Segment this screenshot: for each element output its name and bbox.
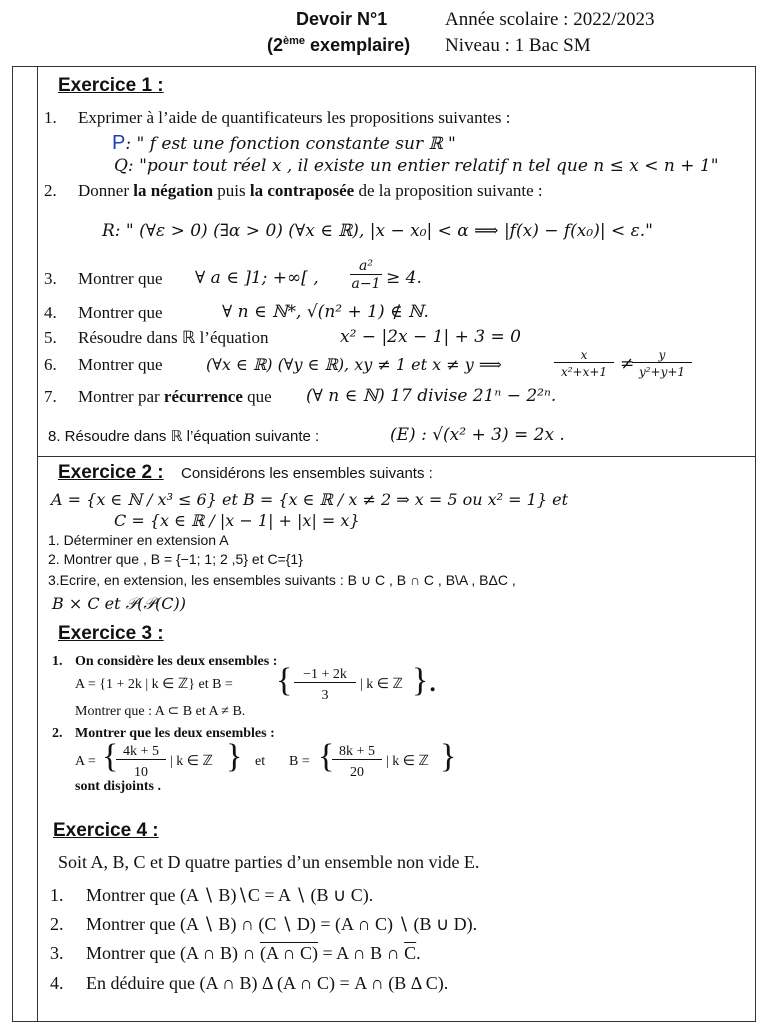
ex4-q4: En déduire que (A ∩ B) Δ (A ∩ C) = A ∩ (B Δ C). [86,973,449,993]
ex1-q2-num: 2. [44,181,57,200]
ex3-q1-show: Montrer que : A ⊂ B et A ≠ B. [75,704,246,719]
ex1-q3-num: 3. [44,269,57,288]
ex1-q8-text: 8. Résoudre dans ℝ l’équation suivante : [48,428,320,445]
ex3-q1-text: On considère les deux ensembles : [75,654,278,669]
ex3-q2-text: Montrer que les deux ensembles : [75,726,275,741]
q6-f1-den: x²+x+1 [560,365,608,379]
ex3-q2-f1-num: 4k + 5 [116,744,166,760]
ex3-q2-end: sont disjoints . [75,779,161,794]
ex1-q6-math: (∀x ∈ ℝ) (∀y ∈ ℝ), xy ≠ 1 et x ≠ y ⟹ [206,355,502,374]
ex3-q2-tail1: | k ∈ ℤ [170,754,213,769]
ex3-q1-lbrace: { [276,662,293,699]
ex1-q7-text [78,387,272,407]
ex1-p-line [112,132,456,155]
ex2-q3: 3.Ecrire, en extension, les ensembles suivants : B ∪ C , B ∩ C , B\A , BΔC , [48,572,516,588]
ex3-q2-et: et [255,754,266,769]
q6-neq: ≠ [620,354,635,374]
ex4-title: Exercice 4 : [53,820,159,841]
q6-f2-num: y [632,349,692,363]
ex2-sets-ab: A = {x ∈ ℕ / x³ ≤ 6} et B = {x ∈ ℝ / x ≠ 2 ⇒ x = 5 ou x² = 1} et [51,490,569,509]
ex2-q3b: B × C et 𝒫(𝒫(C)) [52,594,186,613]
ex1-q4-text: Montrer que [78,303,163,322]
ex1-q2-text [78,181,543,201]
ex3-q2-b: B = [289,754,310,769]
q7-a: Montrer par [78,387,164,406]
q7-c: que [242,387,272,406]
ex2-q1: 1. Déterminer en extension A [48,532,229,548]
q2-d: la contraposée [249,181,355,200]
document-title: Devoir N°1 [296,9,388,29]
copy-close: exemplaire) [305,35,411,55]
q7-b: récurrence [163,387,243,406]
ex2-q2: 2. Montrer que , B = {−1; 1; 2 ,5} et C={1} [48,551,303,567]
q6-f2-den: y²+y+1 [638,365,686,379]
ex4-q3-num: 3. [50,943,64,963]
q2-c: puis [213,181,250,200]
ex1-q4-num: 4. [44,303,57,322]
q2-b: la négation [133,181,214,200]
ex4-q1-num: 1. [50,885,64,905]
ex1-q6-text: Montrer que [78,355,163,374]
q3-frac-num: a² [350,259,382,275]
ex3-q1-frac-num: −1 + 2k [294,667,356,683]
ex1-r-line: R: " (∀ε > 0) (∃α > 0) (∀x ∈ ℝ), |x − x₀| < α ⟹ |f(x) − f(x₀)| < ε." [102,221,653,241]
divider-ex1-ex2 [37,456,756,457]
q3-end: ≥ 4. [386,268,422,288]
ex4-q1: Montrer que (A ∖ B)∖C = A ∖ (B ∪ C). [86,885,374,905]
ex1-q6-num: 6. [44,355,57,374]
ex3-title: Exercice 3 : [58,623,164,644]
ex4-q2: Montrer que (A ∖ B) ∩ (C ∖ D) = (A ∩ C) ∖ (B ∪ D). [86,914,478,934]
ex1-q3-math: ∀ a ∈ ]1; +∞[ , [195,268,319,288]
ex1-q1-num: 1. [44,108,57,127]
ex2-title: Exercice 2 : [58,462,164,483]
q3-c: . [416,943,421,963]
ex3-q1-frac-den: 3 [321,688,329,703]
ex1-q3-text: Montrer que [78,269,163,288]
level: Niveau : 1 Bac SM [445,35,591,56]
margin-line [37,66,38,1022]
ex3-q1-num: 1. [52,654,63,669]
ex1-q5-math: x² − |2x − 1| + 3 = 0 [340,327,521,347]
q2-a: Donner [78,181,134,200]
ex4-q2-num: 2. [50,914,64,934]
ex1-q8-math: (E) : √(x² + 3) = 2x . [390,425,565,445]
p-label: P [112,132,126,154]
ex3-q2-a: A = [75,754,96,769]
ex4-q4-num: 4. [50,973,64,993]
q3-frac-den: a−1 [351,276,381,292]
p-text: : " f est une fonction constante sur ℝ " [125,134,456,154]
q6-f1-num: x [554,349,614,363]
q2-e: de la proposition suivante : [354,181,543,200]
q3-cbar: $\overline{C}$ [404,943,417,963]
ex1-title: Exercice 1 : [58,75,164,96]
ex1-q1-text: Exprimer à l’aide de quantificateurs les propositions suivantes : [78,108,511,127]
ex4-intro: Soit A, B, C et D quatre parties d’un ensemble non vide E. [58,852,480,872]
ex3-q1-tail: | k ∈ ℤ [360,677,403,692]
ex1-q-line: Q: "pour tout réel x , il existe un entier relatif n tel que n ≤ x < n + 1" [114,156,719,176]
ex3-q2-rbrace2: } [440,738,457,775]
ex3-q1-a: A = {1 + 2k | k ∈ ℤ} et B = [75,677,233,692]
ex3-q2-f2-num: 8k + 5 [332,744,382,760]
ex2-intro: Considérons les ensembles suivants : [181,465,433,482]
ex1-q5-text: Résoudre dans ℝ l’équation [78,328,269,347]
ex3-q2-tail2: | k ∈ ℤ [386,754,429,769]
ex3-q2-num: 2. [52,726,63,741]
copy-label [267,36,410,54]
ex3-q2-rbrace1: } [226,738,243,775]
ex3-q1-rbrace: }. [412,662,437,699]
q3-b: = A ∩ B ∩ [317,943,405,963]
copy-open: (2 [267,35,284,55]
ex1-q7-math: (∀ n ∈ ℕ) 17 divise 21ⁿ − 2²ⁿ. [306,386,557,406]
ex1-q5-num: 5. [44,328,57,347]
ex3-q2-f1-den: 10 [134,765,148,780]
q3-a: Montrer que (A ∩ B) ∩ [86,943,260,963]
ex1-q7-num: 7. [44,387,57,406]
ex1-q4-math: ∀ n ∈ ℕ*, √(n² + 1) ∉ ℕ. [222,302,429,322]
q3-over: (A ∩ C) [259,943,318,963]
copy-sup: ème [283,35,306,47]
ex2-set-c: C = {x ∈ ℝ / |x − 1| + |x| = x} [114,511,360,530]
ex3-q2-f2-den: 20 [350,765,364,780]
ex3-q2-lbrace2: { [318,738,335,775]
ex3-q2-lbrace1: { [102,738,119,775]
school-year: Année scolaire : 2022/2023 [445,9,655,30]
ex4-q3 [86,943,421,964]
